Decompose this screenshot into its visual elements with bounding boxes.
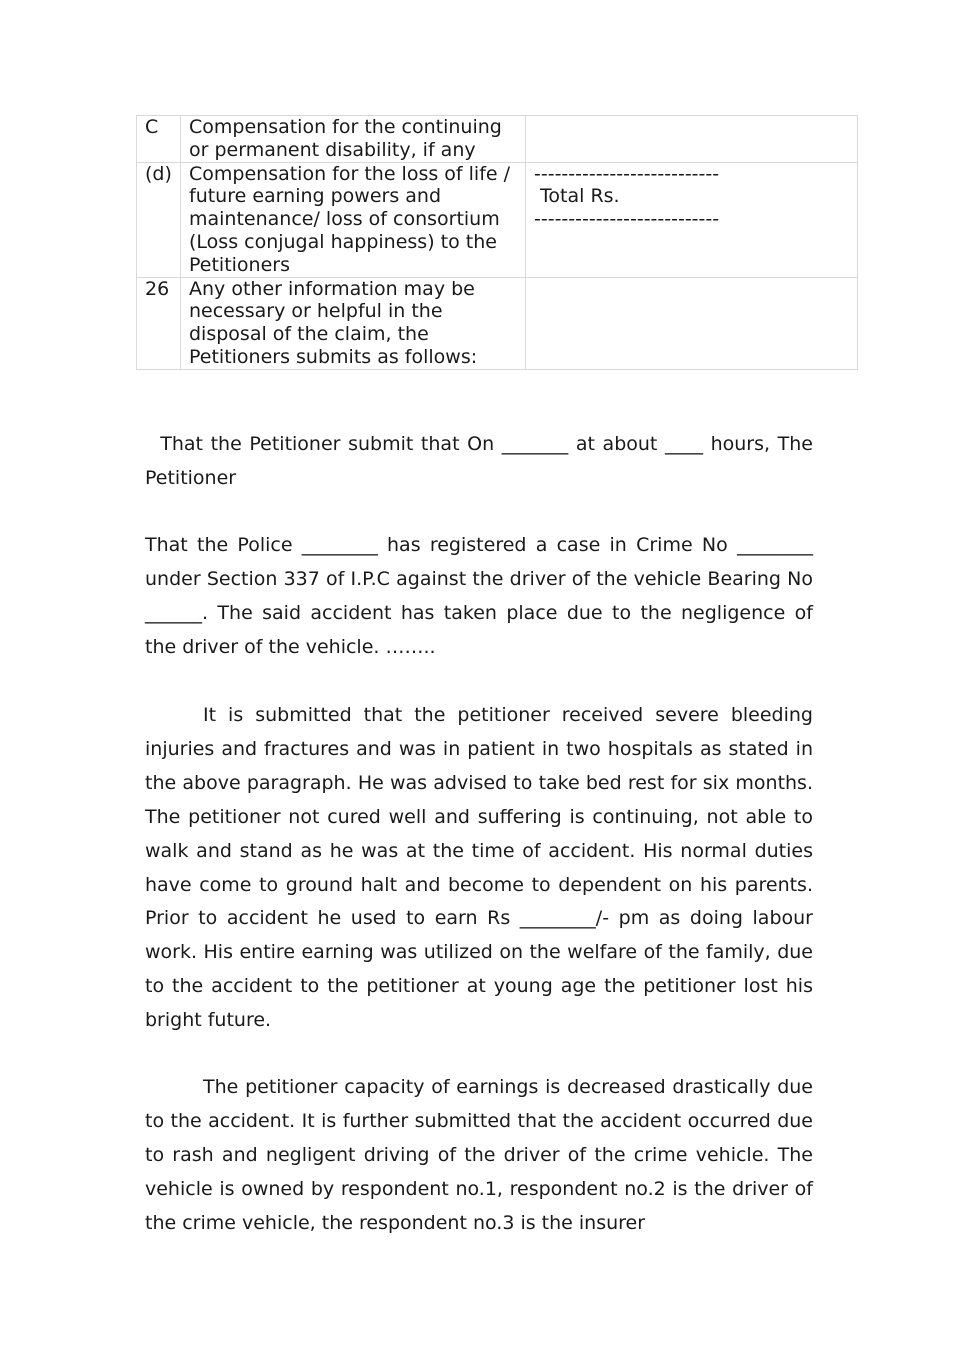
total-label: Total Rs.: [534, 185, 620, 208]
paragraph: That the Petitioner submit that On _______ at about ____ hours, The Petitioner: [145, 433, 820, 489]
paragraph: That the Police ________ has registered a case in Crime No ________ under Section 337 of I.P.C against the driver of the vehicle Bearing No ______. The said accident has taken place due to the negligence of the driver of the vehicle. ……..: [145, 534, 813, 658]
row-number: C: [137, 116, 181, 163]
row-description: Compensation for the continuing or permanent disability, if any: [181, 116, 526, 163]
row-number: (d): [137, 162, 181, 277]
paragraph: The petitioner capacity of earnings is decreased drastically due to the accident. It is further submitted that the accident occurred due to rash and negligent driving of the driver of the crime vehicle. The vehicle is owned by respondent no.1, respondent no.2 is the driver of the crime vehicle, the respondent no.3 is the insurer: [145, 1076, 813, 1234]
claim-details-table: [136, 115, 858, 370]
row-value: [526, 116, 858, 163]
row-description: Compensation for the loss of life / future earning powers and maintenance/ loss of consortium (Loss conjugal happiness) to the Petitioners: [181, 162, 526, 277]
paragraph: It is submitted that the petitioner received severe bleeding injuries and fractures and was in patient in two hospitals as stated in the above paragraph. He was advised to take bed rest for six months. The petitioner not cured well and suffering is continuing, not able to walk and stand as he was at the time of accident. His normal duties have come to ground halt and become to dependent on his parents. Prior to accident he used to earn Rs ________/- pm as doing labour work. His entire earning was utilized on the welfare of the family, due to the accident to the petitioner at young age the petitioner lost his bright future.: [145, 704, 813, 1032]
row-description: Any other information may be necessary or helpful in the disposal of the claim, the Petitioners submits as follows:: [181, 277, 526, 369]
table-row: [137, 162, 858, 277]
table-row: [137, 277, 858, 369]
table-row: [137, 116, 858, 163]
separator-line: ---------------------------: [534, 162, 720, 185]
separator-line: ---------------------------: [534, 208, 720, 231]
row-number: 26: [137, 277, 181, 369]
row-value: [526, 277, 858, 369]
row-value: [526, 162, 858, 277]
